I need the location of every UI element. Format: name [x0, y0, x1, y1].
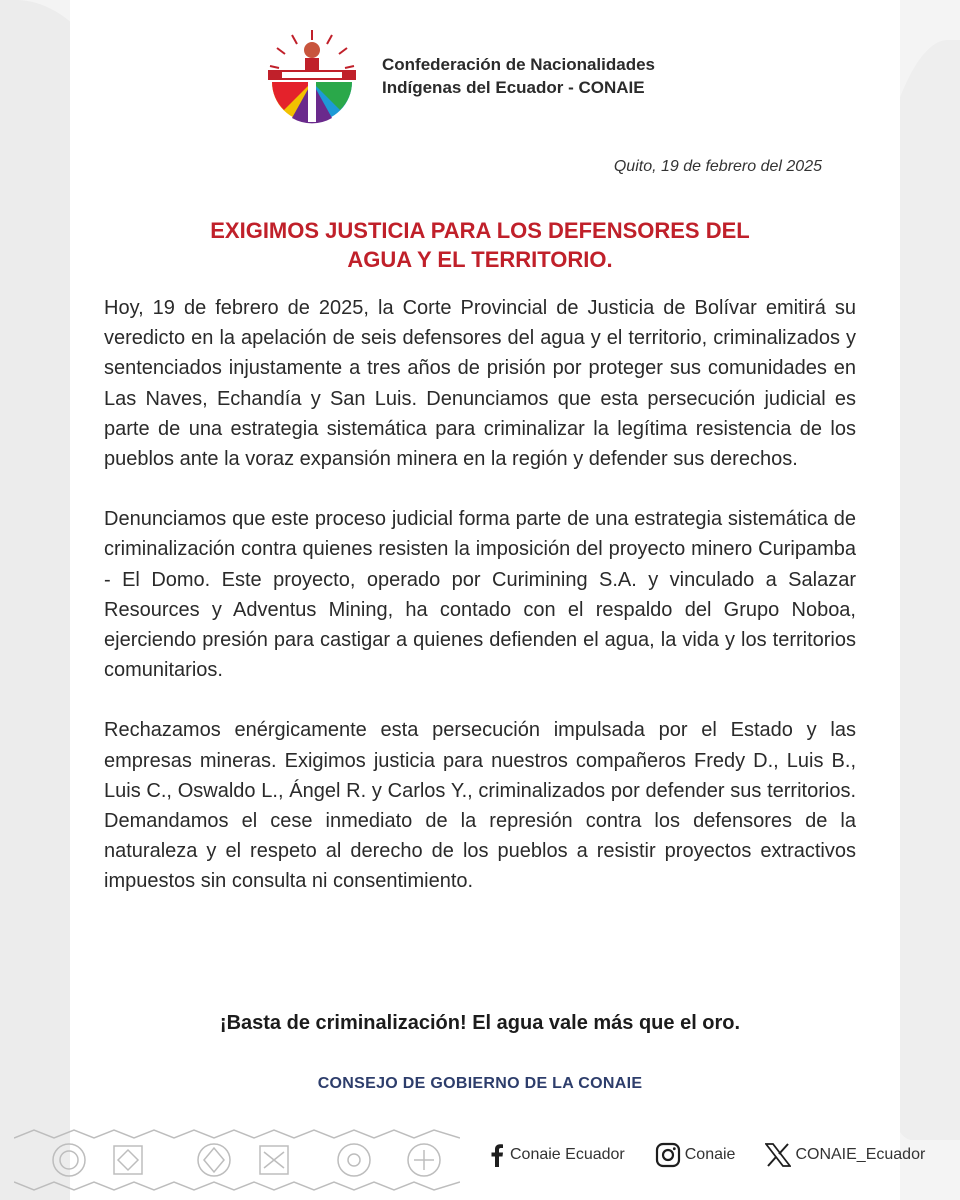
slogan: ¡Basta de criminalización! El agua vale más que el oro. — [219, 1012, 741, 1034]
facebook-icon — [488, 1143, 506, 1167]
paragraph-1: Hoy, 19 de febrero de 2025, la Corte Provincial de Justicia de Bolívar emitirá su veredicto en la apelación de seis defensores del agua y el territorio, criminalizados y sentenciados injustamente a tres años de prisión por proteger sus comunidades en Las Naves, Echandía y San Luis. Denunciamos que esta persecución judicial es parte de una estrategia sistemática para criminalizar la legítima resistencia de los pueblos ante la voraz expansión minera en la región y defender sus derechos. — [104, 297, 856, 471]
paragraph-2: Denunciamos que este proceso judicial forma parte de una estrategia sistemática de criminalización contra quienes resisten la imposición del proyecto minero Curipamba - El Domo. Este proyecto, operado por Curimining S.A. y vinculado a Salazar Resources y Adventus Mining, ha contado con el respaldo del Grupo Noboa, ejerciendo presión para castigar a quienes defienden el agua, la vida y los territorios comunitarios. — [104, 508, 856, 682]
x-icon — [765, 1143, 791, 1167]
title-line2: AGUA Y EL TERRITORIO. — [347, 247, 613, 272]
andean-pattern-icon — [14, 1128, 460, 1192]
instagram-handle: Conaie — [684, 1146, 736, 1163]
document-title — [130, 216, 830, 274]
header — [262, 26, 655, 126]
document-date: Quito, 19 de febrero del 2025 — [613, 158, 822, 175]
title-line1: EXIGIMOS JUSTICIA PARA LOS DEFENSORES DEL — [210, 218, 750, 243]
paragraph-3: Rechazamos enérgicamente esta persecución impulsada por el Estado y las empresas mineras. Exigimos justicia para nuestros compañeros Fredy D., Luis B., Luis C., Oswaldo L., Ángel R. y Carlos Y., criminalizados por defender sus territorios. Demandamos el cese inmediato de la represión contra los defensores de la naturaleza y el respeto al derecho de los pueblos a resistir proyectos extractivos impuestos sin consulta ni consentimiento. — [104, 719, 856, 893]
social-links — [488, 1142, 925, 1168]
organization-name-line2: Indígenas del Ecuador - CONAIE — [382, 78, 645, 97]
facebook-link[interactable] — [488, 1143, 625, 1167]
facebook-handle: Conaie Ecuador — [510, 1146, 625, 1163]
x-link[interactable] — [765, 1143, 925, 1167]
instagram-icon — [655, 1142, 681, 1168]
signature: CONSEJO DE GOBIERNO DE LA CONAIE — [317, 1075, 643, 1092]
instagram-link[interactable] — [655, 1142, 736, 1168]
organization-name-line1: Confederación de Nacionalidades — [382, 55, 656, 74]
x-handle: CONAIE_Ecuador — [795, 1146, 926, 1163]
conaie-logo-icon — [262, 26, 362, 126]
organization-name — [382, 53, 655, 99]
document-body — [104, 293, 856, 927]
